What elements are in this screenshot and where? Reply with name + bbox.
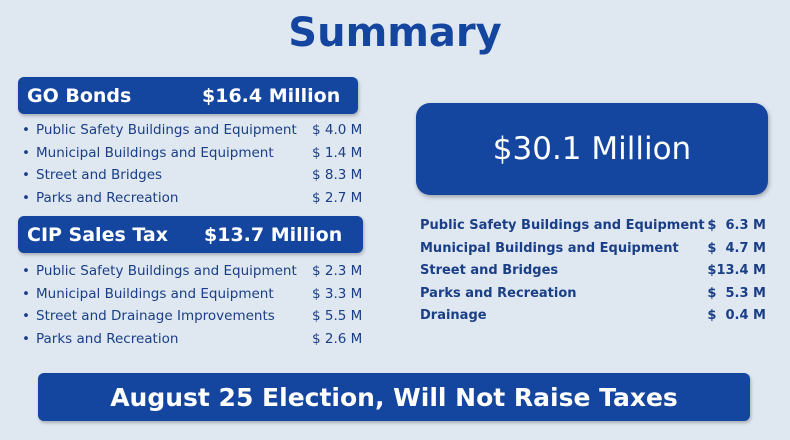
total-amount-box bbox=[416, 103, 768, 195]
election-banner bbox=[38, 373, 750, 421]
bullet-icon: • bbox=[22, 122, 30, 138]
bullet-icon: • bbox=[22, 285, 30, 302]
total-breakdown bbox=[420, 218, 770, 331]
page-title: Summary bbox=[288, 10, 502, 56]
table-row: Municipal Buildings and Equipment $ 4.7 M bbox=[420, 240, 766, 256]
table-row: Parks and Recreation $ 5.3 M bbox=[420, 285, 766, 301]
election-banner-text: August 25 Election, Will Not Raise Taxes bbox=[110, 382, 678, 412]
cip-sales-tax-label: CIP Sales Tax bbox=[27, 223, 168, 246]
bullet-icon: • bbox=[22, 189, 30, 206]
bullet-icon: • bbox=[22, 330, 30, 347]
bullet-icon: • bbox=[22, 144, 30, 161]
table-row: Street and Bridges $13.4 M bbox=[420, 263, 766, 278]
table-row: Drainage $ 0.4 M bbox=[420, 308, 766, 323]
cip-sales-tax-header bbox=[18, 216, 363, 253]
table-row: Public Safety Buildings and Equipment $ 6.3 M bbox=[420, 218, 766, 233]
cip-sales-tax-amount: $13.7 Million bbox=[204, 223, 343, 246]
go-bonds-label: GO Bonds bbox=[27, 84, 132, 107]
go-bonds-header bbox=[18, 77, 358, 114]
bullet-icon: • bbox=[22, 167, 30, 183]
total-amount: $30.1 Million bbox=[492, 131, 692, 167]
bullet-icon: • bbox=[22, 263, 30, 279]
bullet-icon: • bbox=[22, 308, 30, 324]
go-bonds-amount: $16.4 Million bbox=[202, 84, 341, 107]
